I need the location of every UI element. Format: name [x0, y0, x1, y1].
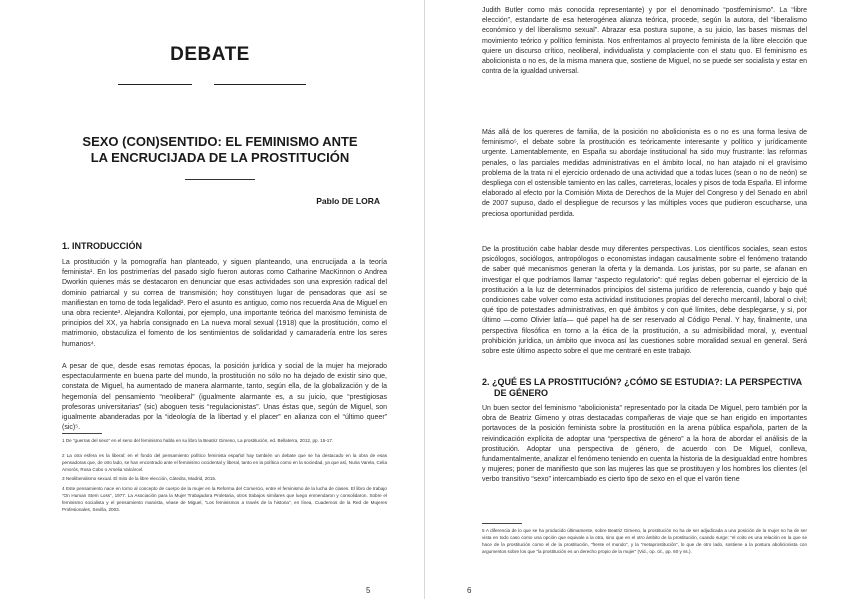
footnote-rule: [62, 433, 102, 434]
body-paragraph: Un buen sector del feminismo “abolicionista” representado por la citada De Miguel, pero también por la obra de Beatriz Gimeno y otras destacadas compañeras de viaje que se han erigido en importantes portavoces de la posición feminista sobre la prostitución en la arena pública española, parten de la reivindicación explícita de adoptar una “perspectiva de género” a la hora de abordar el análisis de la prostitución. Adoptar una perspectiva de género, de acuerdo con De Miguel, conlleva, fundamentalmente, analizar el fenómeno teniendo en cuenta la historia de la desigualdad entre hombres y mujeres; poner de manifiesto que son las mujeres las que se prostituyen y los hombres los clientes (el verbo transitivo “sexo” intercambiado es cierto tipo de sexo en el que el varón tiene: [482, 405, 807, 484]
body-paragraph: De la prostitución cabe hablar desde muy diferentes perspectivas. Los científicos sociales, sean estos psicólogos, sociólogos, antropólogos o economistas indagan causalmente sobre el fenómeno tratando de saber qué mecanismos generan la oferta y la demanda. Los juristas, por su parte, se afanan en investigar el que podríamos llamar “aspecto regulatorio”: qué reglas deben gobernar el ejercicio de la prostitución a la luz de determinados principios del sistema jurídico de referencia, cuando y bajo qué condiciones cabe volver como esta actividad instituciones propias del derecho mercantil, laboral o civil; qué tipo de potestades administrativas, en qué ámbitos y con qué límites, debe desplegarse, y si, por último —como Olivier latía— qué papel ha de ser reservado al Código Penal. Y hay, finalmente, una perspectiva filosófica en torno a la ética de la prostitución, a su admisibilidad moral, y, eventual prohibición jurídica, un ámbito que invoca así las cuestiones sobre moralidad sexual en general. Será sobre este último aspecto sobre el que me centraré en este trabajo.: [482, 246, 807, 356]
footnote: 5 A diferencia de lo que se ha producido últimamente, sobre Beatriz Gimeno, la prostitución no ha de ser adjudicada a una posición de la mujer no ha de ser vista en todo caso como una opción que equivale a la otra, sino que en el otro ámbito de la prostitución, cuando surge: “el coito es una relación en la que se hace de la prostitución como el de la prostitución, “frente el mundo”, y la “metaprostitución”, lo que de otro lado, sostiene a la postura abolicionista con argumentos sobre los que “la prostitución es un derecho propio de la mujer” (Vid., op. cit., pp. 60 y ss.).: [482, 528, 807, 554]
decorative-rule: [214, 84, 306, 85]
body-paragraph: La prostitución y la pornografía han planteado, y siguen planteando, una encrucijada a la teoría feminista¹. En los postrimerías del pasado siglo fueron autoras como Catharine MacKinnon o Andrea Dworkin quienes más se destacaron en denunciar que esas actividades son una expresión radical del dominio patriarcal y su correa de transmisión; hoy constituyen lugar de pensadoras que así se manifiestan en torno de toda legalidad². Pero el asunto es antiguo, como nos recuerda Ana de Miguel en una obra reciente³. Alejandra Kollontai, por ejemplo, una importante teórica del marxismo feminista de principios del XX, ya habría consignado en La nueva moral sexual (1918) que la prostitución, como el matrimonio, obstaculiza el fomento de los sentimientos de solidaridad y camaradería entre los seres humanos⁴.: [62, 259, 387, 348]
article-title-line: LA ENCRUCIJADA DE LA PROSTITUCIÓN: [90, 150, 350, 165]
section-heading: 1. INTRODUCCIÓN: [62, 241, 143, 251]
body-paragraph: A pesar de que, desde esas remotas épocas, la posición jurídica y social de la mujer ha mejorado espectacularmente en buena parte del mundo, la prostitución no sólo no ha dejado de existir sino que, constata de Miguel, ha aumentado de manera alarmante, tanto, según ella, de la globalización y de la hegemonía del pensamiento “neoliberal” (igualmente alarmante es, a su juicio, que “prestigiosas profesoras universitarias” (sic) aboguen tesis “regulacionistas”. Unas éstas que, según de Miguel, son igualmente abanderadas por la “ideología de la libertad y el placer” en alianza con el “último queer” (sic)⁵.: [62, 363, 387, 432]
footnote: 3 Neoliberalismo sexual. El mito de la libre elección, Cátedra, Madrid, 2015.: [62, 476, 217, 481]
section-heading-line: DE GÉNERO: [494, 388, 549, 398]
footnote: 4 Este pensamiento nace en torno al concepto de cuerpo de la mujer en la Reforma del Comercio, entre el feminismo de la lucha de clases. El libro de trabajo “On Human Stem Loss”, 1977. La Asociación para la Mujer Trabajadora Proletaria, otros trabajos similares que luego enmendaron y consolidaron. Sobre el feminismo socialista y el pensamiento marxista, véase de Miguel, “Los feminismos a través de la historia”, en línea, Cuadernos de la Red de Mujeres Profesionales, Sevilla, 2003.: [62, 486, 387, 512]
article-title-line: SEXO (CON)SENTIDO: EL FEMINISMO ANTE: [82, 134, 358, 149]
section-heading: [482, 377, 807, 399]
page-number: 5: [366, 586, 371, 595]
author-name: Pablo DE LORA: [316, 196, 380, 206]
body-paragraph: Más allá de los quereres de familia, de la posición no abolicionista es o no es una forma lesiva de feminismo⁵, el debate sobre la prostitución es teóricamente interesante y político y jurídicamente urgente. Lamentablemente, en España su abordaje institucional ha sido muy frustrante: las reformas penales, o las parciales medidas administrativas en el ámbito local, no han atajado ni el gravísimo problema de la trata ni el ejercicio ordenado de una actividad que a todas luces (sean o no de neón) se despliega con el ostensible tamiento en las calles, carreteras, locales y pisos de toda España. El informe elaborado al efecto por la Comisión Mixta de Derechos de la Mujer del Congreso y del Senado en abril de 2007 supuso, dado el despliegue de recursos y las múltiples voces que pudieron escucharse, una preciosa oportunidad perdida.: [482, 129, 807, 218]
body-paragraph: Judith Butler como más conocida representante) y por el denominado “postfeminismo”. La “libre elección”, estandarte de esa heterogénea alianza teórica, procede, según la autora, del “liberalismo económico y del liberalismo sexual”. Abrazar esa postura supone, a su juicio, las bases mismas del movimiento teórico y político feminista. Nos enfrentamos al proyecto feminista de la libre elección que quiere un discurso crítico, neoliberal, individualista y complaciente con el statu quo. El feminismo es abolicionista o no es, de la misma manera que, sostiene de Miguel, no se puede ser socialista y estar en contra de la igualdad universal.: [482, 7, 807, 76]
section-label: DEBATE: [170, 44, 250, 65]
footnote: 2 La otra esfera es la liberal: en el fondo del pensamiento político feminista español hay también un debate que se ha destacado en la obra de esas pensadoras que, de otro lado, se han encontrado ante el feminismo occidental y liberal, tanto en la política como en la sociedad, ya que así, Nuria Varela, Celia Amorós, Rosa Cobo o Amelia Valcárcel.: [62, 453, 387, 472]
title-rule: [185, 179, 255, 180]
article-title: [70, 134, 370, 166]
section-heading-line: 2. ¿QUÉ ES LA PROSTITUCIÓN? ¿CÓMO SE ESTUDIA?: LA PERSPECTIVA: [482, 377, 803, 387]
footnote: 1 De “guerras del sexo” en el seno del feminismo habla en su libro la Beatriz Gimeno, La prostitución, ed. Bellaterra, 2012, pp. 15-17.: [62, 438, 334, 443]
page-number: 6: [467, 586, 472, 595]
decorative-rule: [118, 84, 192, 85]
right-page: [425, 0, 848, 599]
footnote-rule: [482, 523, 522, 524]
